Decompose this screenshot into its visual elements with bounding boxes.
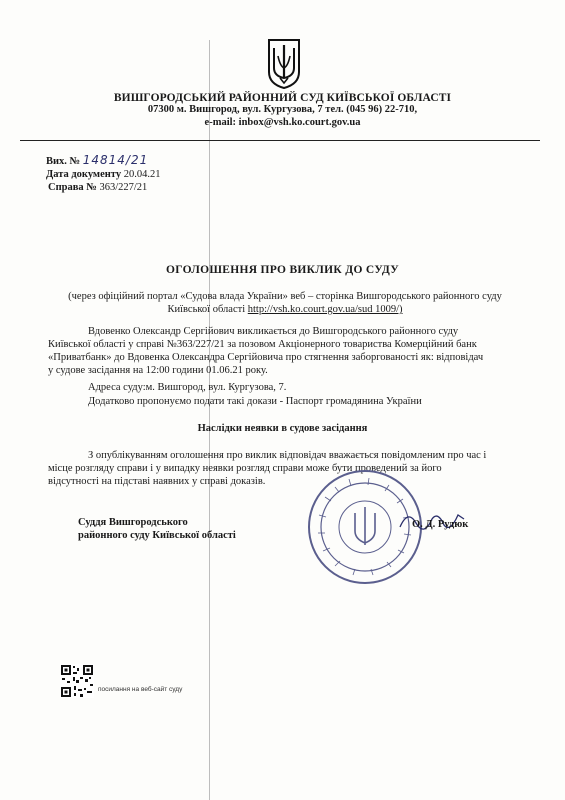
incoming-number-row [46, 153, 148, 167]
court-address: 07300 м. Вишгород, вул. Кургузова, 7 тел. (045 96) 22-710, [147, 104, 418, 115]
qr-caption: посилання на веб-сайт суду [98, 686, 183, 693]
document-title: ОГОЛОШЕННЯ ПРО ВИКЛИК ДО СУДУ [166, 264, 399, 276]
incoming-number-handwritten: 14814/21 [82, 153, 149, 167]
publication-note-line1: (через офіційний портал «Судова влада України» веб – сторінка Вишгородського районного суду [68, 291, 502, 302]
incoming-label: Вих. № [46, 156, 81, 167]
summons-line3: «Приватбанк» до Вдовенка Олександра Сергійовича про стягнення заборгованості як: відповідач [48, 352, 484, 363]
consequences-line2: місце розгляду справи і у випадку неявки розгляд справи може бути проведений за його [48, 463, 442, 474]
coat-of-arms-icon [266, 38, 302, 90]
judge-title [78, 516, 236, 542]
judge-title-line2: районного суду Київської області [78, 530, 236, 541]
court-website-link[interactable]: http://vsh.ko.court.gov.ua/sud 1009/) [247, 304, 403, 315]
publication-note [40, 290, 530, 316]
summons-line2: Київської області у справі №363/227/21 за позовом Акціонерного товариства Комерційний банк [48, 339, 477, 350]
summons-line1: Вдовенко Олександр Сергійович викликається до Вишгородського районного суду [88, 326, 459, 337]
court-email: e-mail: inbox@vsh.ko.court.gov.ua [204, 117, 361, 128]
consequences-title: Наслідки неявки в судове засідання [197, 423, 368, 434]
document-date-row [46, 169, 160, 180]
evidence-line: Додатково пропонуємо подати такі докази - Паспорт громадянина України [88, 396, 422, 407]
qr-code-icon[interactable] [60, 664, 94, 698]
header-divider [20, 140, 540, 141]
date-label: Дата документу [46, 169, 122, 180]
case-value: 363/227/21 [99, 182, 148, 193]
scan-fold-line [209, 40, 210, 800]
court-name: ВИШГОРОДСЬКИЙ РАЙОННИЙ СУД КИЇВСЬКОЇ ОБЛАСТІ [113, 92, 452, 104]
date-value: 20.04.21 [123, 169, 161, 180]
judge-name: О. Д. Рудюк [412, 519, 469, 530]
consequences-line1: З опублікуванням оголошення про виклик відповідач вважається повідомленим про час і [88, 450, 487, 461]
judge-title-line1: Суддя Вишгородського [78, 517, 188, 528]
court-address-line: Адреса суду:м. Вишгород, вул. Кургузова, 7. [88, 382, 287, 393]
case-number-row [48, 182, 147, 193]
consequences-line3: відсутності на підставі наявних у справі доказів. [48, 476, 266, 487]
summons-line4: у судове засідання на 12:00 години 01.06.21 року. [48, 365, 268, 376]
case-label: Справа № [48, 182, 97, 193]
publication-note-line2: Київської області http://vsh.ko.court.gov.ua/sud 1009/) [167, 304, 403, 315]
